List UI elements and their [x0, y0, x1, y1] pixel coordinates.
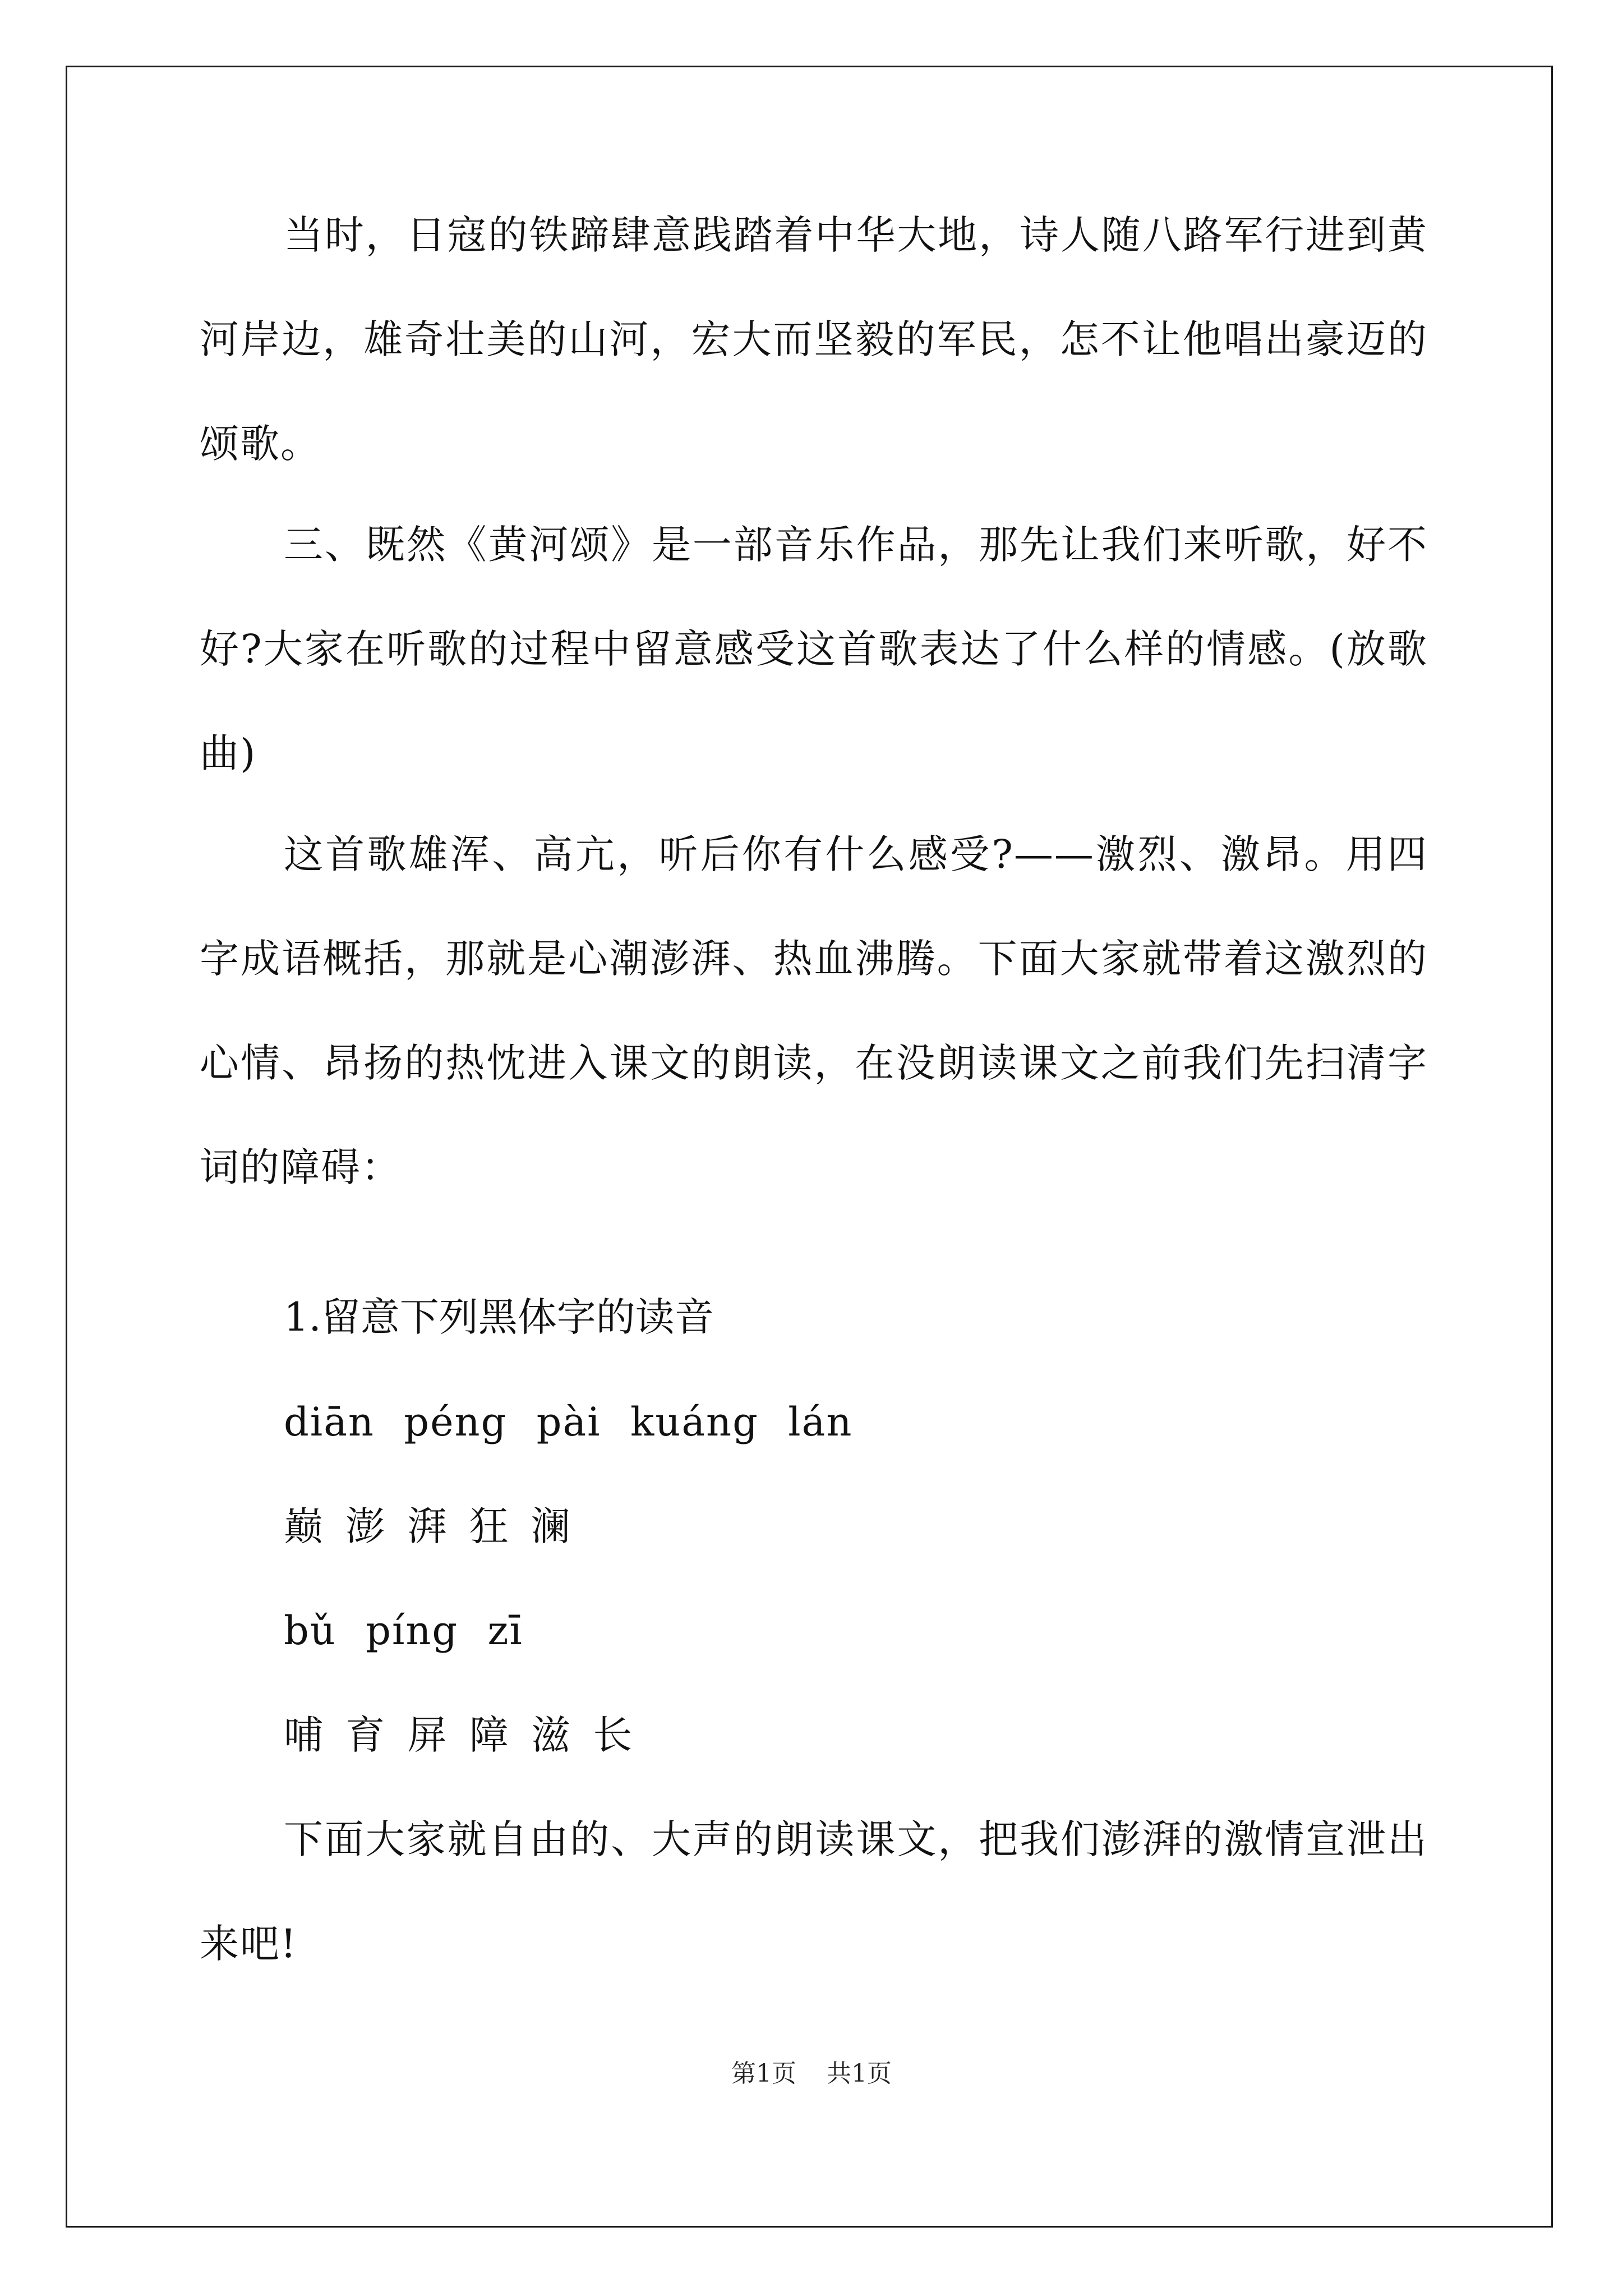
pinyin-line-2: bǔ píng zī [284, 1608, 523, 1654]
pinyin-line-1: diān péng pài kuáng lán [284, 1399, 853, 1445]
chars-line-1: 巅 澎 湃 狂 澜 [284, 1503, 576, 1549]
page-total: 共1页 [827, 2059, 892, 2088]
chars-line-2: 哺 育 屏 障 滋 长 [284, 1712, 638, 1758]
paragraph-3: 这首歌雄浑、高亢，听后你有什么感受?——激烈、激昂。用四字成语概括，那就是心潮澎湃、热血沸腾。下面大家就带着这激烈的心情、昂扬的热忱进入课文的朗读，在没朗读课文之前我们先扫清字词的障碍： [200, 831, 1428, 1190]
page-footer [0, 2053, 1623, 2089]
page-number: 第1页 [731, 2059, 796, 2088]
paragraph-4: 下面大家就自由的、大声的朗读课文，把我们澎湃的激情宣泄出来吧! [200, 1816, 1428, 1967]
vocab-heading: 1.留意下列黑体字的读音 [284, 1294, 714, 1340]
paragraph-2: 三、既然《黄河颂》是一部音乐作品，那先让我们来听歌，好不好?大家在听歌的过程中留意感受这首歌表达了什么样的情感。(放歌曲) [200, 522, 1428, 776]
paragraph-1: 当时，日寇的铁蹄肆意践踏着中华大地，诗人随八路军行进到黄河岸边，雄奇壮美的山河，宏大而坚毅的军民，怎不让他唱出豪迈的颂歌。 [200, 212, 1428, 467]
